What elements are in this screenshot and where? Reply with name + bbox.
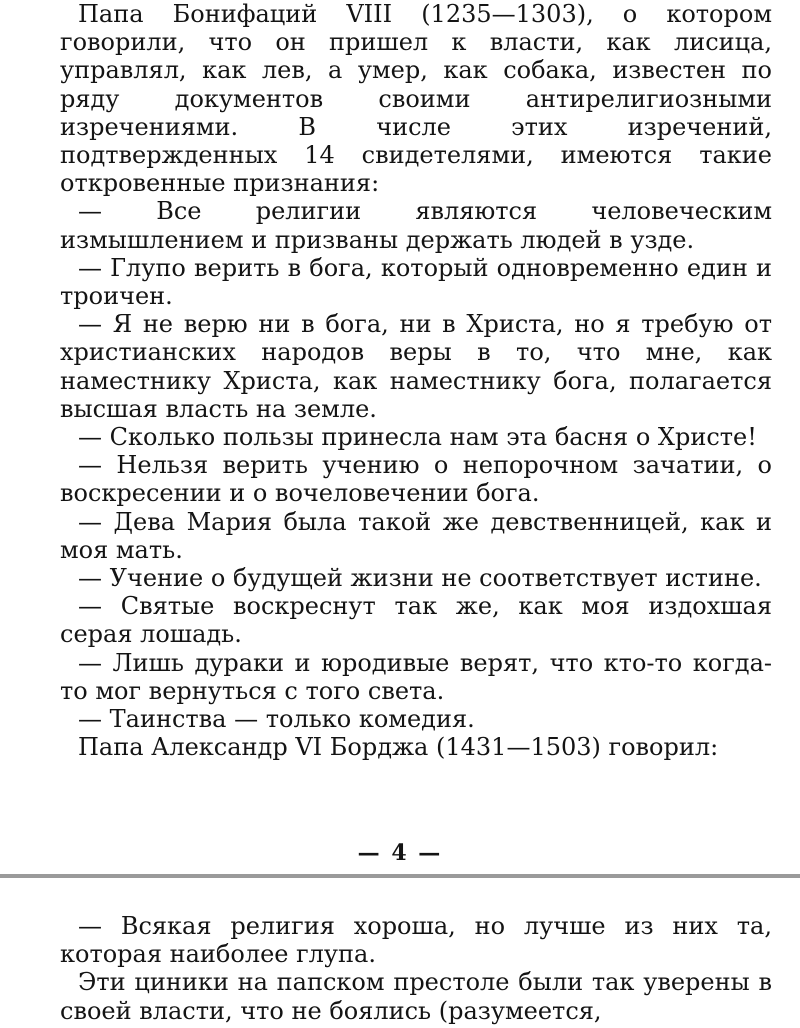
quote-paragraph: — Дева Мария была такой же девственницей, как и моя мать. [60,507,772,564]
paragraph-continuation: Эти циники на папском престоле были так уверены в своей власти, что не боялись (разумеется, [60,968,772,1025]
quote-paragraph: — Сколько пользы принесла нам эта басня о Христе! [78,423,757,452]
paragraph-intro: Папа Бонифаций VIII (1235—1303), о котором говорили, что он пришел к власти, как лисица, управлял, как лев, а умер, как собака, известен по ряду документов своими антирелигиозными изречениями. В числе этих изречений, подтвержденных 14 свидетелями, имеются такие откровенные признания: [60,0,772,198]
quote-paragraph: — Нельзя верить учению о непорочном зачатии, о воскресении и о вочеловечении бога. [60,451,772,508]
quote-paragraph: — Святые воскреснут так же, как моя издохшая серая лошадь. [60,592,772,649]
quote-paragraph: — Всякая религия хороша, но лучше из них та, которая наиболее глупа. [60,912,772,969]
book-page-bottom [0,882,800,1028]
page-text [60,912,772,1025]
quote-paragraph: — Учение о будущей жизни не соответствует истине. [78,564,762,593]
page-text [60,0,772,761]
quote-paragraph: — Таинства — только комедия. [78,705,475,734]
quote-paragraph: — Все религии являются человеческим измышлением и призваны держать людей в узде. [60,197,772,254]
paragraph-borgia: Папа Александр VI Борджа (1431—1503) говорил: [78,733,719,762]
quote-paragraph: — Глупо верить в бога, который одновременно един и троичен. [60,253,772,311]
page-separator [0,874,800,878]
quote-paragraph: — Лишь дураки и юродивые верят, что кто-то когда-то мог вернуться с того света. [60,648,772,705]
page-number: — 4 — [357,840,443,866]
quote-paragraph: — Я не верю ни в бога, ни в Христа, но я требую от христианских народов веры в то, что мне, как наместнику Христа, как наместнику бога, полагается высшая власть на земле. [60,310,772,423]
